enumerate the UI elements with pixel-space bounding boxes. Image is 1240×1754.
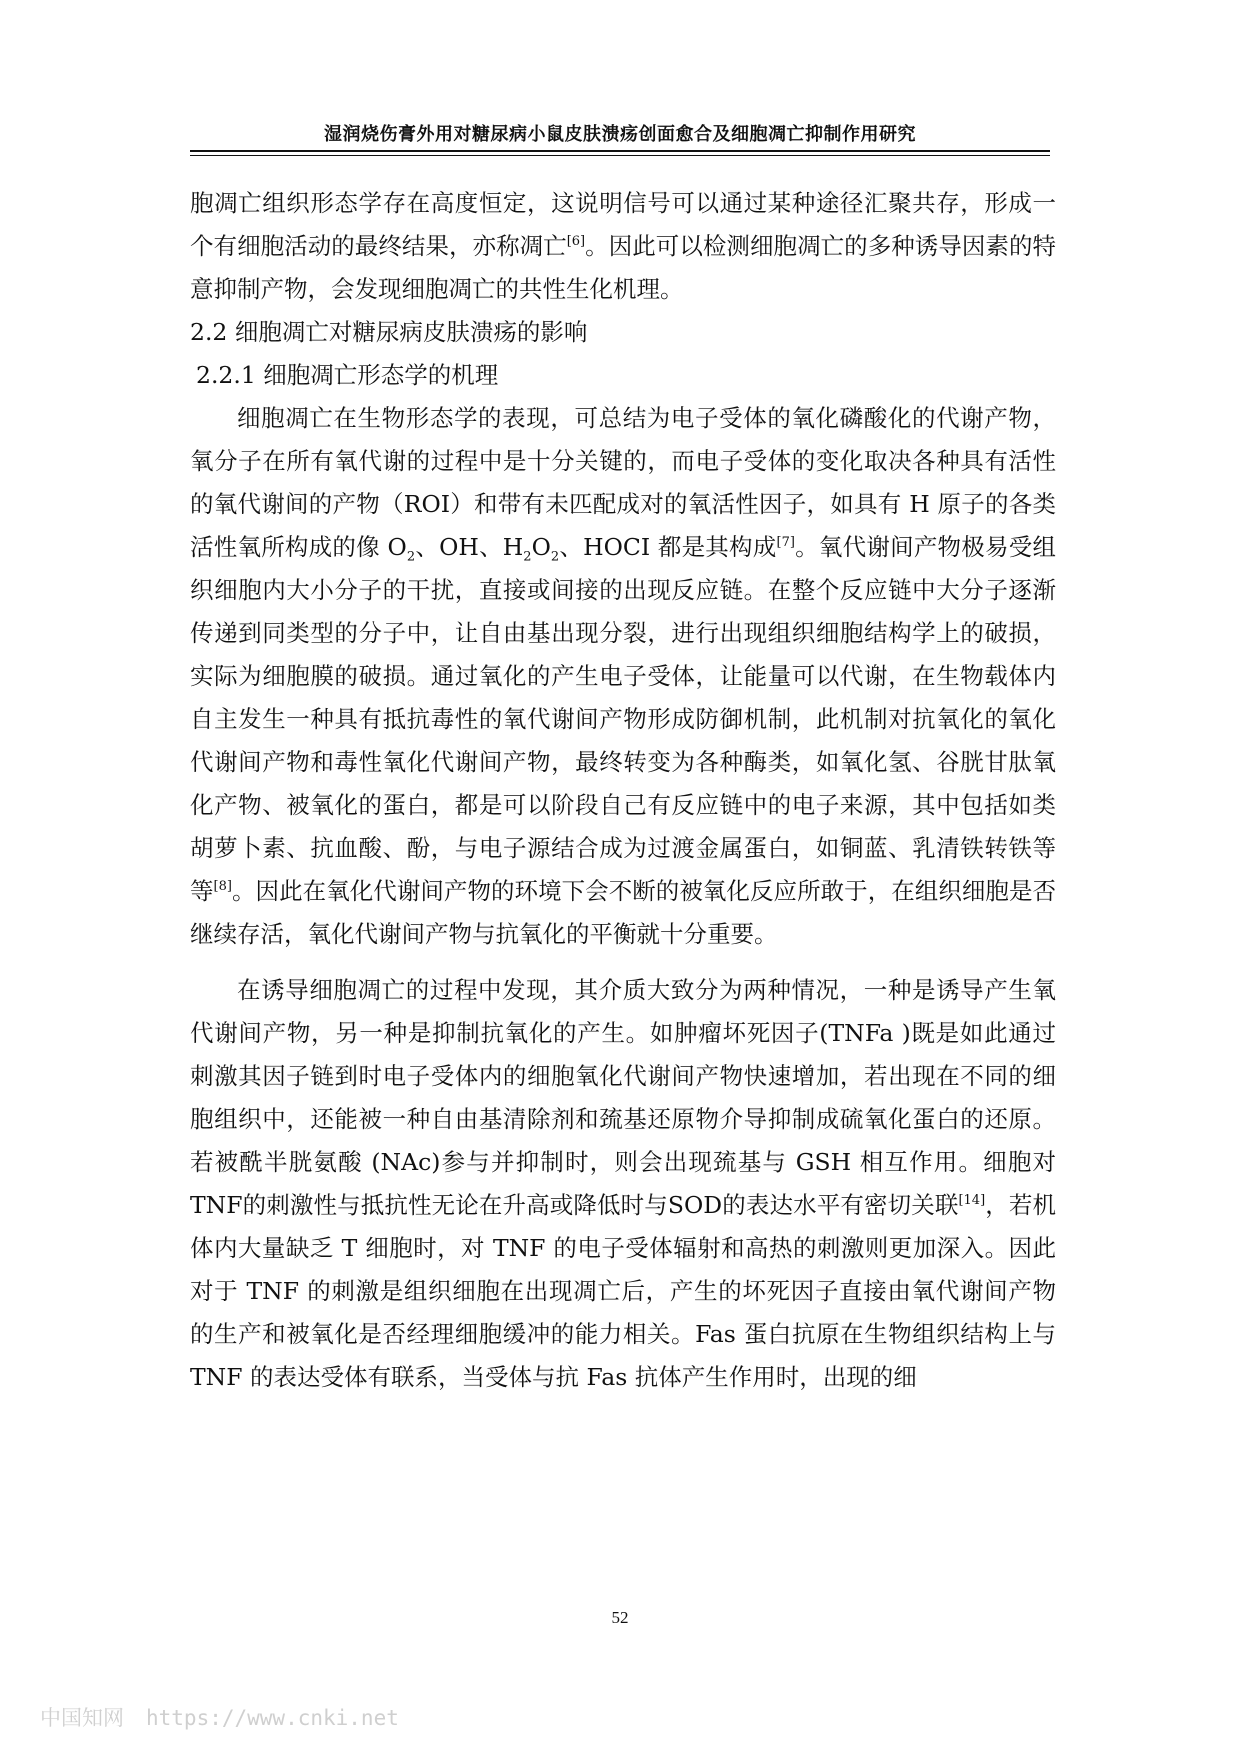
cnki-watermark (40, 1702, 399, 1732)
subsection-heading-2-2-1: 2.2.1 细胞凋亡形态学的机理 (196, 361, 499, 389)
watermark-brand: 中国知网 (40, 1706, 124, 1730)
paragraph-1: 胞凋亡组织形态学存在高度恒定，这说明信号可以通过某种途径汇聚共存，形成一个有细胞活动的最终结果，亦称凋亡[6]。因此可以检测细胞凋亡的多种诱导因素的特意抑制产物，会发现细胞凋亡的共性生化机理。 (190, 189, 1057, 303)
page-number: 52 (611, 1608, 629, 1627)
header-rule (190, 150, 1050, 152)
section-heading-2-2: 2.2 细胞凋亡对糖尿病皮肤溃疡的影响 (190, 318, 588, 346)
watermark-url: https://www.cnki.net (146, 1706, 399, 1730)
citation-8: [8] (213, 879, 232, 895)
header-rule-thin (190, 155, 1050, 156)
citation-14: [14] (958, 1193, 986, 1209)
paragraph-3: 在诱导细胞凋亡的过程中发现，其介质大致分为两种情况，一种是诱导产生氧代谢间产物，另一种是抑制抗氧化的产生。如肿瘤坏死因子(TNFa )既是如此通过刺激其因子链到时电子受体内的细胞氧化代谢间产物快速增加，若出现在不同的细胞组织中，还能被一种自由基清除剂和巯基还原物介导抑制成硫氧化蛋白的还原。若被酰半胱氨酸 (NAc)参与并抑制时，则会出现巯基与 GSH 相互作用。细胞对TNF的刺激性与抵抗性无论在升高或降低时与SOD的表达水平有密切关联[14]，若机体内大量缺乏 T 细胞时，对 TNF 的电子受体辐射和高热的刺激则更加深入。因此对于 TNF 的刺激是组织细胞在出现凋亡后，产生的坏死因子直接由氧代谢间产物的生产和被氧化是否经理细胞缓冲的能力相关。Fas 蛋白抗原在生物组织结构上与 TNF 的表达受体有联系，当受体与抗 Fas 抗体产生作用时，出现的细 (190, 976, 1057, 1391)
citation-7: [7] (776, 535, 795, 551)
running-header: 湿润烧伤膏外用对糖尿病小鼠皮肤溃疡创面愈合及细胞凋亡抑制作用研究 (324, 124, 916, 145)
paragraph-2: 细胞凋亡在生物形态学的表现，可总结为电子受体的氧化磷酸化的代谢产物，氧分子在所有氧代谢的过程中是十分关键的，而电子受体的变化取决各种具有活性的氧代谢间的产物（ROI）和带有未匹配成对的氧活性因子，如具有 H 原子的各类活性氧所构成的像 $O_2$、OH、$H_2O_2$、HOCI 都是其构成[7]。氧代谢间产物极易受组织细胞内大小分子的干扰，直接或间接的出现反应链。在整个反应链中大分子逐渐传递到同类型的分子中，让自由基出现分裂，进行出现组织细胞结构学上的破损，实际为细胞膜的破损。通过氧化的产生电子受体，让能量可以代谢，在生物载体内自主发生一种具有抵抗毒性的氧代谢间产物形成防御机制，此机制对抗氧化的氧化代谢间产物和毒性氧化代谢间产物，最终转变为各种酶类，如氧化氢、谷胱甘肽氧化产物、被氧化的蛋白，都是可以阶段自己有反应链中的电子来源，其中包括如类胡萝卜素、抗血酸、酚，与电子源结合成为过渡金属蛋白，如铜蓝、乳清铁转铁等等[8]。因此在氧化代谢间产物的环境下会不断的被氧化反应所敢于，在组织细胞是否继续存活，氧化代谢间产物与抗氧化的平衡就十分重要。 (190, 404, 1057, 948)
citation-6: [6] (566, 234, 586, 250)
page-body (190, 182, 1056, 1399)
